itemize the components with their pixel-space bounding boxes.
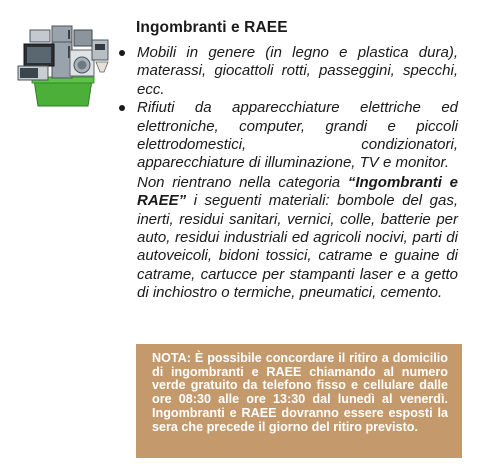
bullet-icon xyxy=(119,105,125,111)
list-item xyxy=(118,99,458,173)
section-title: Ingombranti e RAEE xyxy=(136,19,288,36)
included-items-list xyxy=(118,44,458,173)
appliances-waste-illustration xyxy=(12,22,114,108)
section-body xyxy=(118,44,458,303)
exclusion-paragraph xyxy=(118,174,458,303)
list-item-text: Mobili in genere (in legno e plastica dura), materassi, giocattoli rotti, passeggini, specchi, ecc. xyxy=(137,44,458,98)
note-box xyxy=(136,344,462,458)
exclusion-category: “Ingombranti e RAEE” xyxy=(137,173,458,210)
exclusion-materials: i seguenti materiali: bombole del gas, inerti, residui sanitari, vernici, colle, batterie per auto, residui industriali ed agricoli nocivi, parti di autoveicoli, bidoni tossici, catrame e guaine di catrame, cartucce per stampanti laser e a getto di inchiostro o termiche, pneumatici, cemento. xyxy=(137,192,458,302)
note-text: NOTA: È possibile concordare il ritiro a domicilio di ingombranti e RAEE chiamando al numero verde gratuito da telefono fisso e cellulare dalle ore 08:30 alle ore 13:30 dal lunedì al venerdì. Ingombranti e RAEE dovranno essere esposti la sera che precede il giorno del ritiro previsto. xyxy=(152,351,448,434)
list-item xyxy=(118,44,458,99)
list-item-text: Rifiuti da apparecchiature elettriche ed elettroniche, computer, grandi e piccoli elettrodomestici, condizionatori, apparecchiature di illuminazione, TV e monitor. xyxy=(137,99,458,172)
bullet-icon xyxy=(119,50,125,56)
exclusion-intro: Non rientrano nella categoria xyxy=(137,173,348,191)
